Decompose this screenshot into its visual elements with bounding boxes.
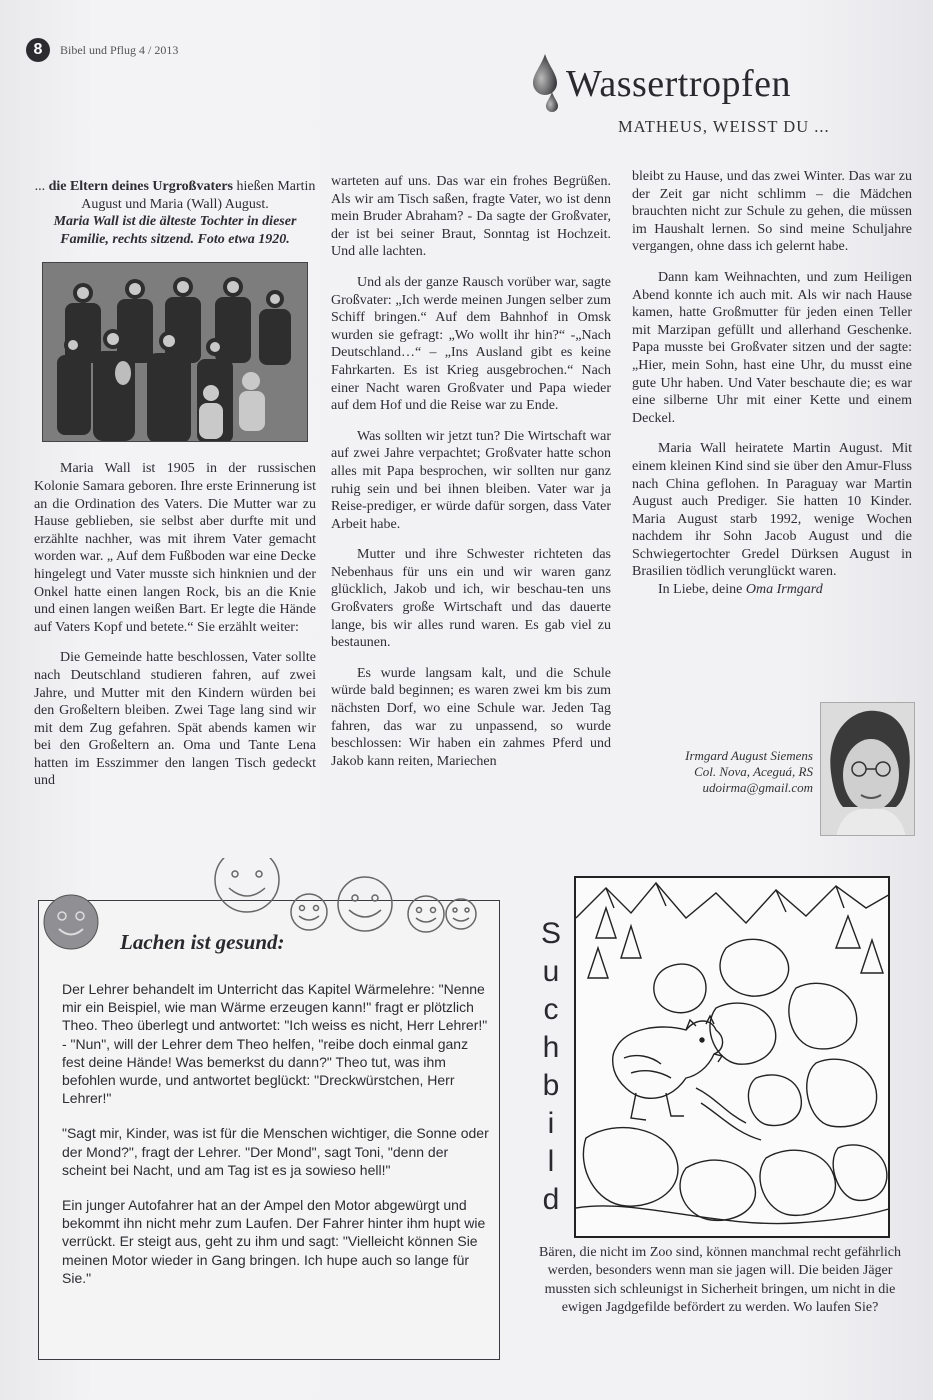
closing-line <box>632 581 912 599</box>
suchbild-vertical-title <box>536 915 566 1219</box>
family-photo <box>42 262 308 442</box>
closing-prefix: In Liebe, deine <box>658 582 746 598</box>
article-paragraph: Maria Wall ist 1905 in der russischen Kolonie Samara geboren. Ihre erste Erinnerung ist an die Ordination des Vaters. Die Mutter war zu Hause geblieben, sie selbst aber durfte mit und erzählte nachher, was mit ihrem Vater gemacht worden war. „ Auf dem Fußboden war eine Decke hingelegt und Vater musste sich hinknien und der Onkel hatte einen langen Rock, bis an die Knie und einen langen weißen Bart. Er legte die Hände auf Vaters Kopf und betete.“ Sie erzählt weiter: <box>34 461 316 635</box>
author-place: Col. Nova, Aceguá, RS <box>694 764 813 779</box>
joke: Der Lehrer behandelt im Unterricht das Kapitel Wärmelehre: "Nenne mir ein Beispiel, wie man Wärme erzeugen kann!" fragt er plötzlich Theo. Theo überlegt und antwortet: "Ich weiss es nicht, Herr Lehrer!" - "Nun", will der Lehrer dem Theo helfen, "reibe doch einmal ganz fest deine Hände! Was bemerkst du dann?" Theo tut, was ihm befohlen wurde, und antwortet beglückt: "Dreckwürstchen, Herr Lehrer!" <box>62 981 488 1107</box>
caption-names: hießen Martin August und Maria (Wall) August. <box>81 179 316 212</box>
smiley-icons <box>205 858 490 938</box>
article-paragraph: Was sollten wir jetzt tun? Die Wirtschaft war auf zwei Jahre verpachtet; Großvater hatte schon alles mit Papa besprochen, wir sollten nur ganz ruhig sein und bei ihnen bleiben. Vater war ja Reise-prediger, er würde dafür sorgen, dass Vater Arbeit habe. <box>331 428 611 532</box>
bear-rocks-illustration <box>576 878 890 1238</box>
article-paragraph: Maria Wall heiratete Martin August. Mit einem kleinen Kind sind sie über den Amur-Fluss nach China geflohen. In Paraguay war Martin August auch Prediger. Sie hatten 10 Kinder. Maria August starb 1992, wenige Wochen nachdem ihr Sohn Jacob August und die Schwiegertochter Gredel Dürksen August in Brasilien tödlich verunglückt waren. <box>632 441 912 580</box>
article-paragraph: warteten auf uns. Das war ein frohes Begrüßen. Als wir am Tisch saßen, fragte Vater, wo ist denn mein Bruder Abraham? - Da sagte der Großvater, der ist bei seiner Braut, Sonntag ist Hochzeit. Und alle lachten. <box>331 174 611 260</box>
article-paragraph: bleibt zu Hause, und das zwei Winter. Das war zu der Zeit gar nicht schlimm – die Mädchen brauchten nicht zur Schule zu gehen, die müssen im Haushalt lernen. So sind meine Schuljahre vergangen, ohne dass ich gelernt habe. <box>632 169 912 255</box>
author-name: Irmgard August Siemens <box>685 748 813 763</box>
article-column-2 <box>331 173 611 783</box>
author-email[interactable]: udoirma@gmail.com <box>702 780 813 795</box>
author-portrait-image <box>821 703 915 836</box>
water-drops-icon <box>525 52 565 114</box>
article-paragraph: Es wurde langsam kalt, und die Schule würde bald beginnen; es waren zwei km bis zum nächsten Dorf, wo eine Schule war. Jeden Tag fahren, das war zu unpassend, so wurde beschlossen: Wir haben ein zahmes Pferd und Jakob kann reiten, Mariechen <box>331 665 611 769</box>
author-portrait <box>820 702 915 836</box>
article-paragraph: Dann kam Weihnachten, und zum Heiligen Abend konnte ich auch mit. Als wir nach Hause kamen, hatte Großmutter für jeden einen Teller mit Marzipan gefüllt und allerhand Geschenke. Papa musste bei Großvater sitzen und der sagte: „Hier, mein Sohn, hast eine Uhr, du musst eine gute Uhr haben. Und Vater beschaute die; es war eine silberne Uhr mit einer Kette und einem Deckel. <box>632 269 912 426</box>
article-paragraph: Die Gemeinde hatte beschlossen, Vater sollte nach Deutschland studieren fahren, auf zwei Jahre, und Mutter mit den Kindern würden bei den Großeltern bleiben. Zwei Tage lang sind wir mit dem Zug gefahren. Spät abends kamen wir bei den Großeltern an. Oma und Tante Lena hatten im Esszimmer den langen Tisch gedeckt und <box>34 650 316 789</box>
laugh-jokes <box>62 980 492 1304</box>
suchbild-letter: l <box>547 1145 555 1178</box>
caption-lead: die Eltern deines Urgroßvaters <box>48 179 234 194</box>
section-title: Wassertropfen <box>566 63 792 105</box>
smiley-face-icon <box>42 893 100 951</box>
suchbild-letter: h <box>542 1031 560 1064</box>
author-signature <box>648 748 813 796</box>
laugh-title: Lachen ist gesund: <box>120 930 285 954</box>
caption-italic: Maria Wall ist die älteste Tochter in dieser Familie, rechts sitzend. Foto etwa 1920. <box>53 214 297 247</box>
suchbild-caption: Bären, die nicht im Zoo sind, können manchmal recht gefährlich werden, besonders wenn man sie jagen will. Die beiden Jäger mussten sich schleunigst in Sicherheit bringen, um nicht in die ewigen Jagdgefilde befördert zu werden. Wo laufen Sie? <box>539 1245 901 1316</box>
article-paragraph: Und als der ganze Rausch vorüber war, sagte Großvater: „Ich werde meinen Jungen selber zum Schiff bringen.“ Auf dem Bahnhof in Omsk wurden sie gefragt: „Wo wollt ihr hin?“ -„Nach Deutschland…“ – „Ins Ausland gibt es keine Fahrkarten. Es ist Krieg ausgebrochen.“ Nach einer Nacht waren Großvater und Papa wieder auf dem Hof und die Reise war zu Ende. <box>331 274 611 414</box>
suchbild-letter: S <box>540 917 561 950</box>
section-subtitle: MATHEUS, WEISST DU ... <box>618 117 830 136</box>
article-paragraph: Mutter und ihre Schwester richteten das Nebenhaus für uns ein und wir waren ganz glücklich, Jakob und ich, wir beschau-ten uns Großvaters große Wirtschaft und das dauerte lange, bis wir alles rund waren. Es gab viel zu bestaunen. <box>331 547 611 651</box>
page-number: 8 <box>26 38 50 62</box>
suchbild-letter: i <box>547 1107 555 1140</box>
photo-caption <box>34 178 316 248</box>
suchbild-picture[interactable] <box>574 876 890 1238</box>
joke: Ein junger Autofahrer hat an der Ampel den Motor abgewürgt und bekommt ihn nicht mehr zum Laufen. Der Fahrer hinter ihm hupt wie verrückt. Er steigt aus, geht zu ihm und sagt: "Vielleicht können Sie meinen Motor wieder in Gang bringen. Ich hupe auch so lange für Sie." <box>62 1197 486 1286</box>
joke: "Sagt mir, Kinder, was ist für die Menschen wichtiger, die Sonne oder der Mond?", fragt der Lehrer. "Der Mond", sagt Toni, "denn der scheint bei Nacht, und am Tag ist es ja sowieso hell!" <box>62 1125 489 1178</box>
article-column-1 <box>34 178 316 803</box>
article-column-3 <box>632 168 912 612</box>
issue-label: Bibel und Pflug 4 / 2013 <box>60 43 179 57</box>
suchbild-letter: b <box>542 1069 560 1102</box>
suchbild-letter: c <box>543 993 559 1026</box>
caption-dots: ... <box>34 179 46 194</box>
suchbild-letter: u <box>542 955 560 988</box>
closing-name: Oma Irmgard <box>745 582 823 598</box>
family-photo-image <box>43 263 308 442</box>
suchbild-letter: d <box>542 1183 560 1216</box>
